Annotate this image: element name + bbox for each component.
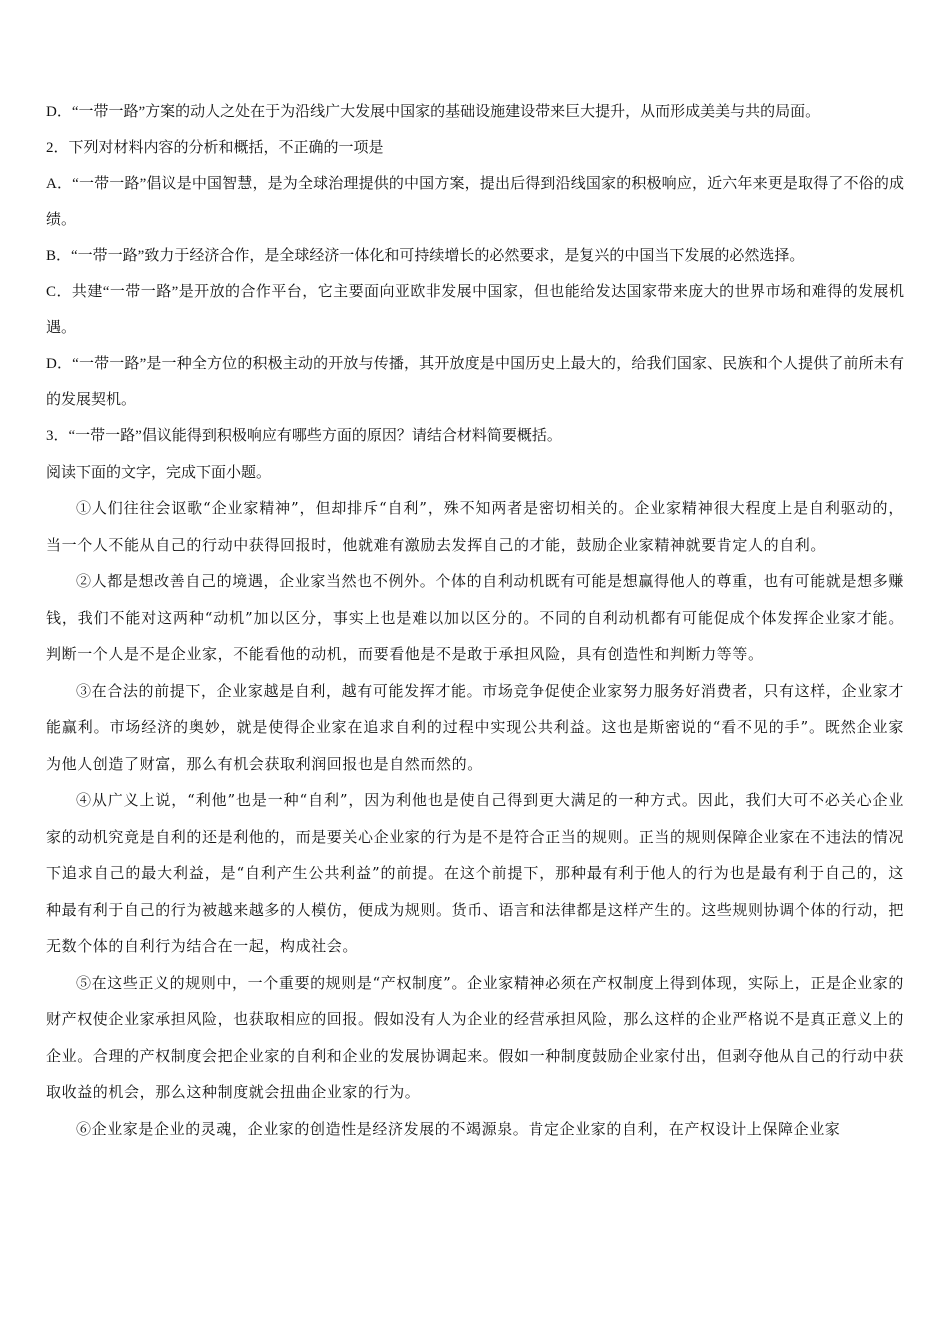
reading-paragraph-4: ④从广义上说，“利他”也是一种“自利”，因为利他也是使自己得到更大满足的一种方式。因此，我们大可不必关心企业家的动机究竟是自利的还是利他的，而是要关心企业家的行为是不是符合正当的规则。正当的规则保障企业家在不违法的情况下追求自己的最大利益，是“自利产生公共利益”的前提。在这个前提下，那种最有利于他人的行为也是最有利于自己的，这种最有利于自己的行为被越来越多的人模仿，便成为规则。货币、语言和法律都是这样产生的。这些规则协调个体的行动，把无数个体的自利行为结合在一起，构成社会。 — [46, 791, 905, 955]
reading-paragraph-5: ⑤在这些正义的规则中，一个重要的规则是“产权制度”。企业家精神必须在产权制度上得到体现，实际上，正是企业家的财产权使企业家承担风险，也获取相应的回报。假如没有人为企业的经营承担风险，那么这样的企业严格说不是真正意义上的企业。合理的产权制度会把企业家的自利和企业的发展协调起来。假如一种制度鼓励企业家付出，但剥夺他从自己的行动中获取收益的机会，那么这种制度就会扭曲企业家的行为。 — [46, 973, 905, 1101]
q2-stem: 2．下列对材料内容的分析和概括，不正确的一项是 — [46, 140, 384, 156]
reading-paragraph-6: ⑥企业家是企业的灵魂，企业家的创造性是经济发展的不竭源泉。肯定企业家的自利，在产权设计上保障企业家 — [76, 1119, 841, 1138]
reading-paragraph-1: ①人们往往会讴歌“企业家精神”，但却排斥“自利”，殊不知两者是密切相关的。企业家精神很大程度上是自利驱动的，当一个人不能从自己的行动中获得回报时，他就难有激励去发挥自己的才能，鼓励企业家精神就要肯定人的自利。 — [46, 499, 904, 554]
reading-paragraph-3: ③在合法的前提下，企业家越是自利，越有可能发挥才能。市场竞争促使企业家努力服务好消费者，只有这样，企业家才能赢利。市场经济的奥妙，就是使得企业家在追求自利的过程中实现公共利益。这也是斯密说的“看不见的手”。既然企业家为他人创造了财富，那么有机会获取利润回报也是自然而然的。 — [46, 681, 904, 773]
q3-stem: 3．“一带一路”倡议能得到积极响应有哪些方面的原因？请结合材料简要概括。 — [46, 428, 562, 444]
q2-option-c: C．共建“一带一路”是开放的合作平台，它主要面向亚欧非发展中国家，但也能给发达国家带来庞大的世界市场和难得的发展机遇。 — [46, 284, 904, 336]
document-page — [46, 94, 904, 1147]
reading-paragraph-2: ②人都是想改善自己的境遇，企业家当然也不例外。个体的自利动机既有可能是想赢得他人的尊重，也有可能就是想多赚钱，我们不能对这两种“动机”加以区分，事实上也是难以加以区分的。不同的自利动机都有可能促成个体发挥企业家才能。判断一个人是不是企业家，不能看他的动机，而要看他是不是敢于承担风险，具有创造性和判断力等等。 — [46, 572, 904, 663]
q2-option-b: B．“一带一路”致力于经济合作，是全球经济一体化和可持续增长的必然要求，是复兴的中国当下发展的必然选择。 — [46, 248, 805, 264]
reading-instruction: 阅读下面的文字，完成下面小题。 — [46, 463, 272, 481]
q2-option-a: A．“一带一路”倡议是中国智慧，是为全球治理提供的中国方案，提出后得到沿线国家的积极响应，近六年来更是取得了不俗的成绩。 — [46, 176, 904, 228]
q2-option-d: D．“一带一路”是一种全方位的积极主动的开放与传播，其开放度是中国历史上最大的，给我们国家、民族和个人提供了前所未有的发展契机。 — [46, 356, 904, 408]
q1-option-d: D．“一带一路”方案的动人之处在于为沿线广大发展中国家的基础设施建设带来巨大提升，从而形成美美与共的局面。 — [46, 104, 821, 120]
